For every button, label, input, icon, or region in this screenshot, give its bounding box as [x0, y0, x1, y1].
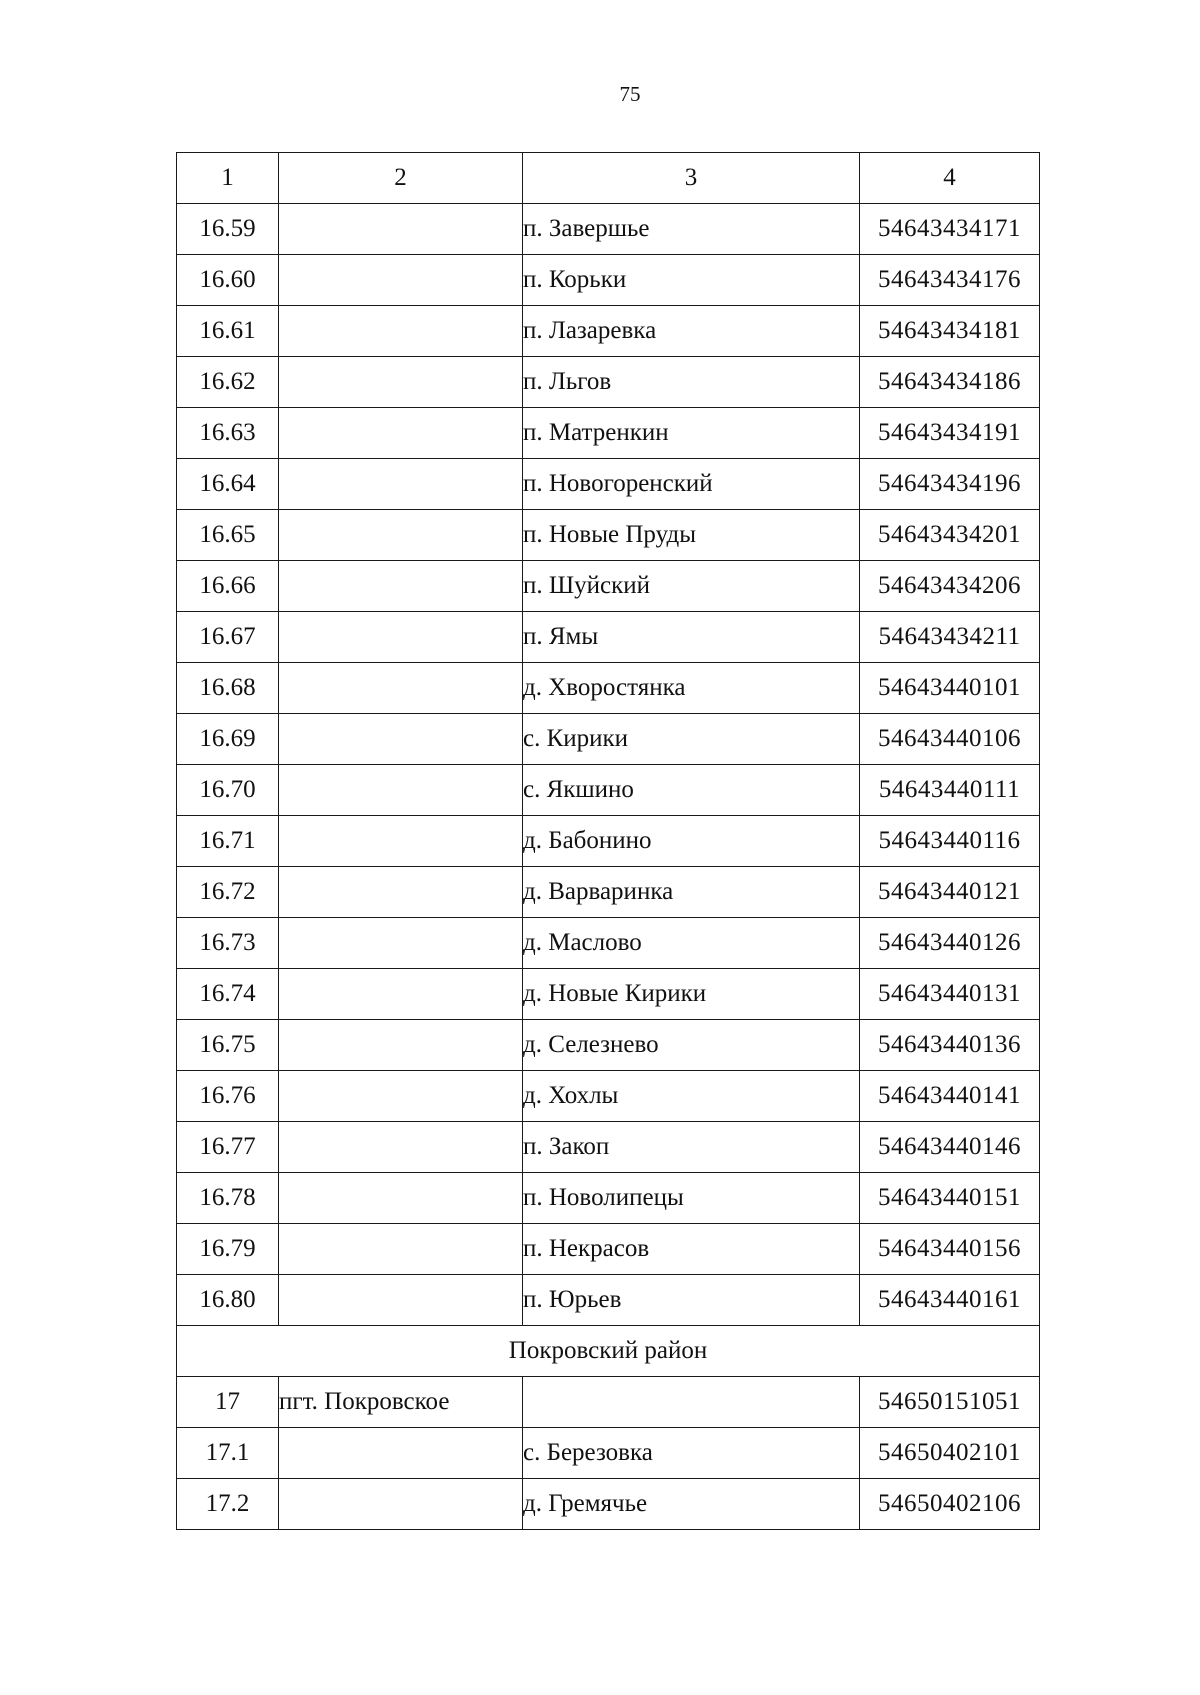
row-number: 16.72	[177, 867, 279, 918]
settlement-name: д. Хохлы	[523, 1071, 860, 1122]
oktmo-code: 54643440126	[860, 918, 1040, 969]
table-row	[177, 1275, 1040, 1326]
header-cell-3: 3	[523, 153, 860, 204]
oktmo-code: 54643434191	[860, 408, 1040, 459]
oktmo-code: 54643434176	[860, 255, 1040, 306]
table-row	[177, 357, 1040, 408]
row-number: 16.77	[177, 1122, 279, 1173]
municipality-name	[279, 561, 523, 612]
row-number: 17.1	[177, 1428, 279, 1479]
row-number: 16.76	[177, 1071, 279, 1122]
settlement-name: с. Кирики	[523, 714, 860, 765]
row-number: 16.65	[177, 510, 279, 561]
municipality-name	[279, 969, 523, 1020]
oktmo-code: 54643440106	[860, 714, 1040, 765]
municipality-name	[279, 255, 523, 306]
oktmo-code: 54643440141	[860, 1071, 1040, 1122]
municipality-name	[279, 663, 523, 714]
table-body	[177, 153, 1040, 1530]
table-row	[177, 561, 1040, 612]
municipality-name	[279, 459, 523, 510]
oktmo-code: 54643440121	[860, 867, 1040, 918]
table-row	[177, 816, 1040, 867]
table-row	[177, 510, 1040, 561]
table-row	[177, 918, 1040, 969]
table-row	[177, 408, 1040, 459]
settlement-name: п. Некрасов	[523, 1224, 860, 1275]
municipality-name	[279, 357, 523, 408]
oktmo-code: 54643440156	[860, 1224, 1040, 1275]
settlement-name: п. Льгов	[523, 357, 860, 408]
settlement-name: д. Новые Кирики	[523, 969, 860, 1020]
municipality-name	[279, 306, 523, 357]
row-number: 16.69	[177, 714, 279, 765]
table-row	[177, 1428, 1040, 1479]
row-number: 16.68	[177, 663, 279, 714]
table-row	[177, 459, 1040, 510]
row-number: 16.70	[177, 765, 279, 816]
table-row	[177, 1020, 1040, 1071]
settlement-name: п. Новогоренский	[523, 459, 860, 510]
settlements-table	[176, 152, 1040, 1530]
table-row	[177, 612, 1040, 663]
municipality-name	[279, 816, 523, 867]
oktmo-code: 54643434171	[860, 204, 1040, 255]
header-cell-2: 2	[279, 153, 523, 204]
municipality-name	[279, 1275, 523, 1326]
oktmo-code: 54643440111	[860, 765, 1040, 816]
table-row	[177, 1224, 1040, 1275]
oktmo-code: 54650151051	[860, 1377, 1040, 1428]
settlement-name: с. Березовка	[523, 1428, 860, 1479]
municipality-name	[279, 612, 523, 663]
municipality-name	[279, 714, 523, 765]
oktmo-code: 54650402106	[860, 1479, 1040, 1530]
row-number: 16.66	[177, 561, 279, 612]
section-title: Покровский район	[177, 1326, 1040, 1377]
row-number: 16.78	[177, 1173, 279, 1224]
table-row	[177, 765, 1040, 816]
row-number: 16.71	[177, 816, 279, 867]
oktmo-code: 54643434206	[860, 561, 1040, 612]
municipality-name	[279, 1071, 523, 1122]
municipality-name: пгт. Покровское	[279, 1377, 523, 1428]
settlement-name: д. Хворостянка	[523, 663, 860, 714]
row-number: 16.59	[177, 204, 279, 255]
settlement-name: п. Юрьев	[523, 1275, 860, 1326]
table-row	[177, 306, 1040, 357]
settlement-name: д. Маслово	[523, 918, 860, 969]
row-number: 16.63	[177, 408, 279, 459]
row-number: 16.79	[177, 1224, 279, 1275]
settlement-name: п. Завершье	[523, 204, 860, 255]
settlement-name: п. Новые Пруды	[523, 510, 860, 561]
row-number: 16.73	[177, 918, 279, 969]
table-row	[177, 204, 1040, 255]
oktmo-code: 54643440136	[860, 1020, 1040, 1071]
row-number: 16.60	[177, 255, 279, 306]
table-header-row	[177, 153, 1040, 204]
row-number: 16.61	[177, 306, 279, 357]
header-cell-4: 4	[860, 153, 1040, 204]
oktmo-code: 54650402101	[860, 1428, 1040, 1479]
page-number: 75	[619, 82, 641, 106]
table-row	[177, 663, 1040, 714]
oktmo-code: 54643434186	[860, 357, 1040, 408]
oktmo-code: 54643434196	[860, 459, 1040, 510]
row-number: 16.74	[177, 969, 279, 1020]
settlement-name: с. Якшино	[523, 765, 860, 816]
row-number: 16.80	[177, 1275, 279, 1326]
settlement-name: д. Гремячье	[523, 1479, 860, 1530]
row-number: 17.2	[177, 1479, 279, 1530]
oktmo-code: 54643440116	[860, 816, 1040, 867]
settlement-name: п. Лазаревка	[523, 306, 860, 357]
table-row	[177, 1173, 1040, 1224]
table-row	[177, 1071, 1040, 1122]
row-number: 16.67	[177, 612, 279, 663]
municipality-name	[279, 867, 523, 918]
table-row	[177, 867, 1040, 918]
settlement-name: д. Варваринка	[523, 867, 860, 918]
settlement-name: п. Закоп	[523, 1122, 860, 1173]
table-row	[177, 1122, 1040, 1173]
row-number: 16.64	[177, 459, 279, 510]
section-row	[177, 1326, 1040, 1377]
municipality-name	[279, 408, 523, 459]
settlement-name: п. Ямы	[523, 612, 860, 663]
table-row	[177, 255, 1040, 306]
settlement-name: п. Матренкин	[523, 408, 860, 459]
table-row	[177, 714, 1040, 765]
table-row	[177, 969, 1040, 1020]
oktmo-code: 54643440101	[860, 663, 1040, 714]
oktmo-code: 54643440131	[860, 969, 1040, 1020]
municipality-name	[279, 510, 523, 561]
oktmo-code: 54643440151	[860, 1173, 1040, 1224]
settlement-name: д. Селезнево	[523, 1020, 860, 1071]
municipality-name	[279, 1224, 523, 1275]
municipality-name	[279, 1173, 523, 1224]
settlement-name: п. Корьки	[523, 255, 860, 306]
row-number: 16.62	[177, 357, 279, 408]
municipality-name	[279, 1122, 523, 1173]
municipality-name	[279, 918, 523, 969]
municipality-name	[279, 1428, 523, 1479]
municipality-name	[279, 204, 523, 255]
table-row	[177, 1479, 1040, 1530]
oktmo-code: 54643434181	[860, 306, 1040, 357]
table-row	[177, 1377, 1040, 1428]
municipality-name	[279, 765, 523, 816]
row-number: 16.75	[177, 1020, 279, 1071]
settlement-name: д. Бабонино	[523, 816, 860, 867]
settlement-name: п. Шуйский	[523, 561, 860, 612]
municipality-name	[279, 1020, 523, 1071]
settlement-name	[523, 1377, 860, 1428]
settlement-name: п. Новолипецы	[523, 1173, 860, 1224]
oktmo-code: 54643440146	[860, 1122, 1040, 1173]
oktmo-code: 54643434211	[860, 612, 1040, 663]
oktmo-code: 54643440161	[860, 1275, 1040, 1326]
oktmo-code: 54643434201	[860, 510, 1040, 561]
municipality-name	[279, 1479, 523, 1530]
header-cell-1: 1	[177, 153, 279, 204]
row-number: 17	[177, 1377, 279, 1428]
